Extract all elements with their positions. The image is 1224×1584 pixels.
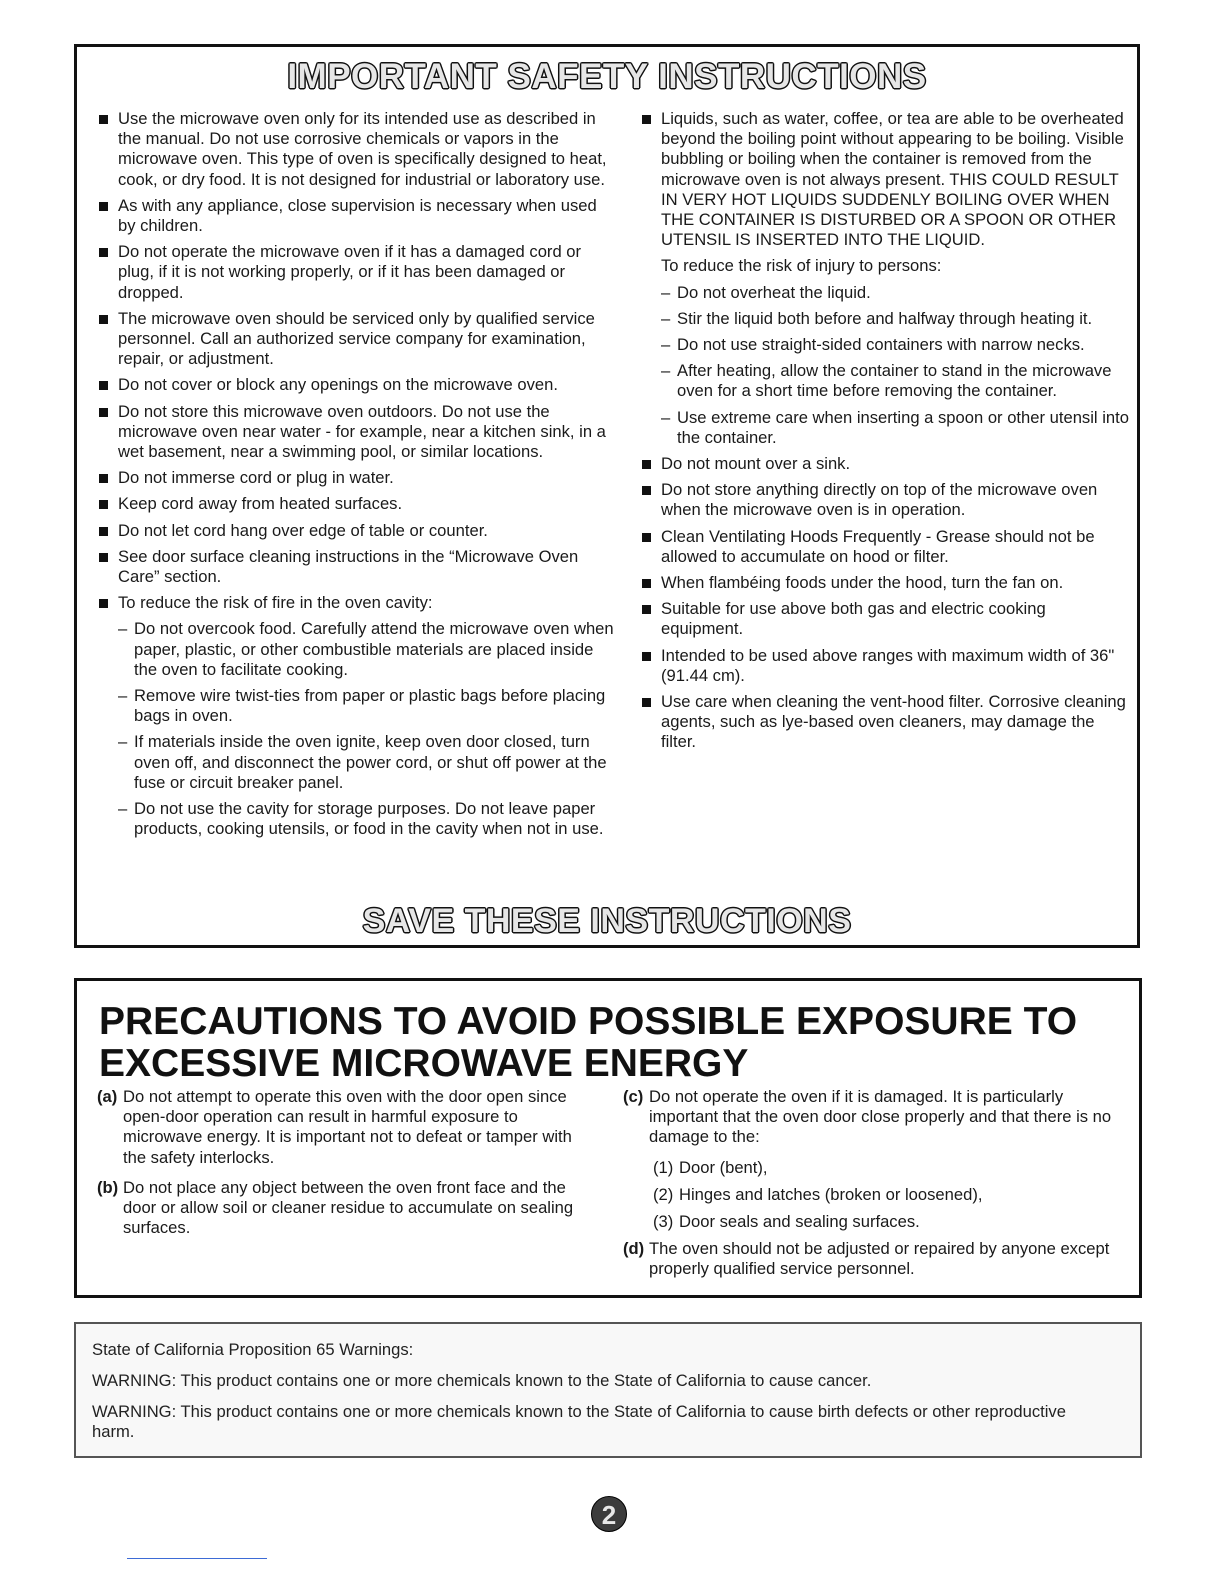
- precaution-label: (d): [623, 1239, 645, 1259]
- list-item: Do not operate the microwave oven if it has a damaged cord or plug, if it is not working properly, or if it has been damaged or dropped.: [97, 242, 617, 303]
- item-text: Hinges and latches (broken or loosened),: [679, 1184, 983, 1204]
- precaution-c-item: [623, 1158, 1123, 1178]
- list-item: Do not let cord hang over edge of table or counter.: [97, 521, 617, 541]
- page-number: 2: [591, 1496, 627, 1532]
- sub-list-item: – Do not overcook food. Carefully attend the microwave oven when paper, plastic, or other combustible materials are placed inside the oven to facilitate cooking.: [97, 619, 617, 680]
- precautions-left-column: [97, 1087, 597, 1248]
- item-number: (2): [653, 1184, 674, 1204]
- precautions-title: PRECAUTIONS TO AVOID POSSIBLE EXPOSURE TO EXCESSIVE MICROWAVE ENERGY: [99, 1000, 1078, 1085]
- prop65-warning-reproductive: WARNING: This product contains one or more chemicals known to the State of California to cause birth defects or other reproductive harm.: [92, 1402, 1066, 1442]
- list-item: Do not cover or block any openings on the microwave oven.: [97, 375, 617, 395]
- save-instructions-title: SAVE THESE INSTRUCTIONS: [362, 902, 852, 940]
- precaution-label: (a): [97, 1087, 118, 1106]
- prop65-warning-cancer: WARNING: This product contains one or more chemicals known to the State of California to cause cancer.: [92, 1371, 872, 1390]
- precautions-right-column: [623, 1087, 1123, 1290]
- list-item: Use care when cleaning the vent-hood filter. Corrosive cleaning agents, such as lye-based oven cleaners, may damage the filter.: [640, 692, 1130, 753]
- list-item: Do not mount over a sink.: [640, 454, 1130, 474]
- list-item: When flambéing foods under the hood, turn the fan on.: [640, 573, 1130, 593]
- list-item: Keep cord away from heated surfaces.: [97, 494, 617, 514]
- sub-list-item: – If materials inside the oven ignite, keep oven door closed, turn oven off, and disconnect the power cord, or shut off power at the fuse or circuit breaker panel.: [97, 732, 617, 793]
- sub-list-item: – Do not overheat the liquid.: [640, 283, 1130, 303]
- paragraph: To reduce the risk of injury to persons:: [661, 256, 942, 276]
- list-item: Do not immerse cord or plug in water.: [97, 468, 617, 488]
- precaution-text: Do not operate the oven if it is damaged. It is particularly important that the oven door close properly and that there is no damage to the:: [649, 1087, 1112, 1147]
- safety-left-column: [97, 109, 617, 846]
- list-item: The microwave oven should be serviced only by qualified service personnel. Call an authorized service company for examination, repair, or adjustment.: [97, 309, 617, 370]
- list-item: Suitable for use above both gas and electric cooking equipment.: [640, 599, 1130, 639]
- item-number: (1): [653, 1157, 674, 1177]
- precautions-box: [74, 978, 1142, 1298]
- safety-right-column: [640, 109, 1130, 759]
- sub-list-item: – Stir the liquid both before and halfway through heating it.: [640, 309, 1130, 329]
- precaution-c-item: [623, 1185, 1123, 1205]
- precaution-text: Do not attempt to operate this oven with the door open since open-door operation can result in harmful exposure to microwave energy. It is important not to defeat or tamper with the safety interlocks.: [123, 1087, 572, 1167]
- list-item: Clean Ventilating Hoods Frequently - Grease should not be allowed to accumulate on hood or filter.: [640, 527, 1130, 567]
- item-number: (3): [653, 1212, 674, 1232]
- list-item: As with any appliance, close supervision is necessary when used by children.: [97, 196, 617, 236]
- precaution-label: (b): [97, 1177, 119, 1197]
- sub-list-item: – Do not use the cavity for storage purposes. Do not leave paper products, cooking utensils, or food in the cavity when not in use.: [97, 799, 617, 839]
- list-item: See door surface cleaning instructions in the “Microwave Oven Care” section.: [97, 547, 617, 587]
- list-item: Liquids, such as water, coffee, or tea are able to be overheated beyond the boiling point without appearing to be boiling. Visible bubbling or boiling when the container is removed from the microwave oven is not always present. THIS COULD RESULT IN VERY HOT LIQUIDS SUDDENLY BOILING OVER WHEN THE CONTAINER IS DISTURBED OR A SPOON OR OTHER UTENSIL IS INSERTED INTO THE LIQUID.: [640, 109, 1130, 250]
- list-item: Intended to be used above ranges with maximum width of 36" (91.44 cm).: [640, 646, 1130, 686]
- precaution-c-item: [623, 1212, 1123, 1232]
- sub-list-item: – Do not use straight-sided containers with narrow necks.: [640, 335, 1130, 355]
- list-item: To reduce the risk of fire in the oven cavity:: [97, 593, 617, 613]
- precaution-text: The oven should not be adjusted or repaired by anyone except properly qualified service personnel.: [649, 1239, 1110, 1279]
- prop65-warning-box: [74, 1322, 1142, 1458]
- footer-rule: [127, 1558, 267, 1559]
- prop65-heading: State of California Proposition 65 Warnings:: [92, 1340, 414, 1359]
- item-text: Door (bent),: [679, 1157, 768, 1177]
- list-item: Do not store anything directly on top of the microwave oven when the microwave oven is in operation.: [640, 480, 1130, 520]
- list-item: Do not store this microwave oven outdoors. Do not use the microwave oven near water - for example, near a kitchen sink, in a wet basement, near a swimming pool, or similar locations.: [97, 402, 617, 463]
- list-item: Use the microwave oven only for its intended use as described in the manual. Do not use corrosive chemicals or vapors in the microwave oven. This type of oven is specifically designed to heat, cook, or dry food. It is not designed for industrial or laboratory use.: [97, 109, 617, 190]
- precaution-text: Do not place any object between the oven front face and the door or allow soil or cleaner residue to accumulate on sealing surfaces.: [123, 1177, 574, 1238]
- precaution-a: [97, 1087, 597, 1168]
- sub-list-item: – Use extreme care when inserting a spoon or other utensil into the container.: [640, 408, 1130, 448]
- item-text: Door seals and sealing surfaces.: [679, 1212, 920, 1232]
- safety-instructions-box: [74, 44, 1140, 948]
- sub-list-item: – Remove wire twist-ties from paper or plastic bags before placing bags in oven.: [97, 686, 617, 726]
- precaution-b: [97, 1178, 597, 1239]
- precaution-d: [623, 1239, 1123, 1279]
- precaution-c: [623, 1087, 1123, 1148]
- precaution-label: (c): [623, 1087, 644, 1106]
- sub-list-item: – After heating, allow the container to stand in the microwave oven for a short time before removing the container.: [640, 361, 1130, 401]
- safety-title: IMPORTANT SAFETY INSTRUCTIONS: [287, 57, 927, 96]
